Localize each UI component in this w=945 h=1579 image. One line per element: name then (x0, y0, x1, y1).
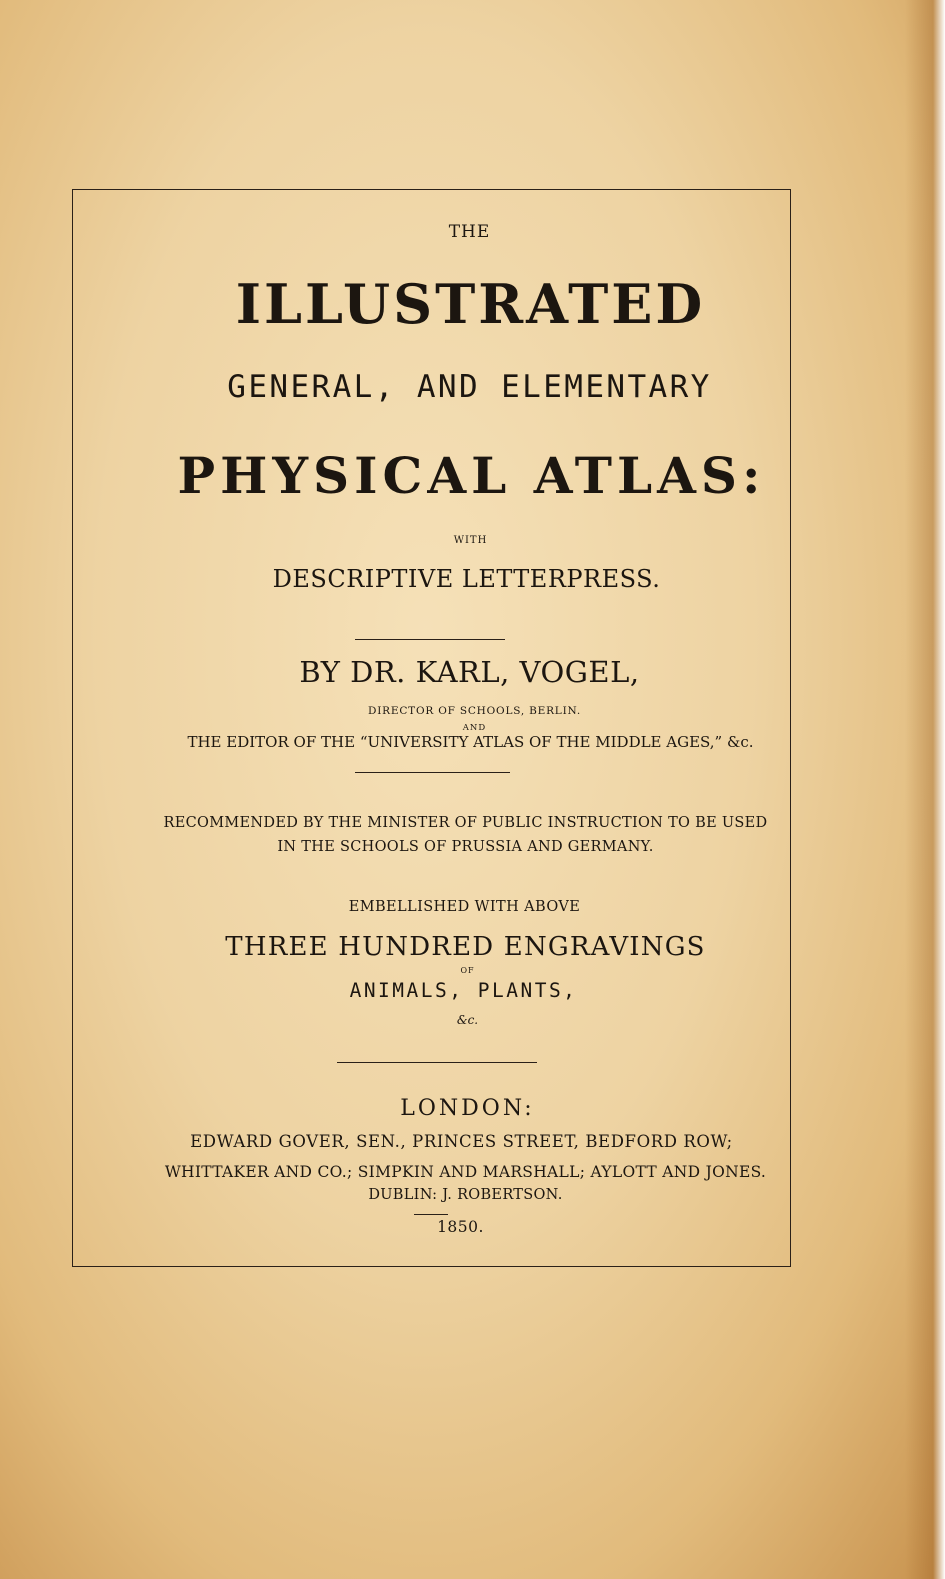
recommendation-line-2: IN THE SCHOOLS OF PRUSSIA AND GERMANY. (277, 839, 654, 855)
author-line: BY DR. KARL, VOGEL, (299, 655, 640, 689)
author-and: AND (462, 723, 487, 733)
subtitle-with: WITH (453, 535, 488, 546)
imprint-london: LONDON: (400, 1096, 535, 1121)
subtitle-descriptive-letterpress: DESCRIPTIVE LETTERPRESS. (272, 565, 661, 593)
title-general-elementary: GENERAL, AND ELEMENTARY (227, 369, 712, 405)
year-rule (414, 1214, 448, 1215)
title-illustrated: ILLUSTRATED (235, 272, 706, 336)
recommendation-line-1: RECOMMENDED BY THE MINISTER OF PUBLIC INSTRUCTION TO BE USED (163, 815, 768, 831)
animals-plants-line: ANIMALS, PLANTS, (349, 979, 578, 1002)
divider-rule (337, 1062, 537, 1063)
engravings-of: OF (460, 966, 475, 975)
imprint-year: 1850. (437, 1218, 484, 1236)
imprint-publisher-2: WHITTAKER AND CO.; SIMPKIN AND MARSHALL; AYLOTT AND JONES. (164, 1163, 767, 1181)
divider-rule (355, 639, 505, 640)
etc-line: &c. (456, 1013, 479, 1027)
author-title-director: DIRECTOR OF SCHOOLS, BERLIN. (368, 705, 581, 717)
embellished-line: EMBELLISHED WITH ABOVE (348, 899, 581, 915)
engravings-line: THREE HUNDRED ENGRAVINGS (225, 932, 706, 962)
author-editor-line: THE EDITOR OF THE “UNIVERSITY ATLAS OF THE MIDDLE AGES,” &c. (187, 733, 754, 751)
imprint-publisher-1: EDWARD GOVER, SEN., PRINCES STREET, BEDFORD ROW; (190, 1132, 733, 1151)
title-physical-atlas: PHYSICAL ATLAS: (177, 446, 766, 505)
imprint-publisher-3: DUBLIN: J. ROBERTSON. (368, 1187, 563, 1203)
divider-rule (355, 772, 510, 773)
title-the: THE (448, 222, 491, 242)
